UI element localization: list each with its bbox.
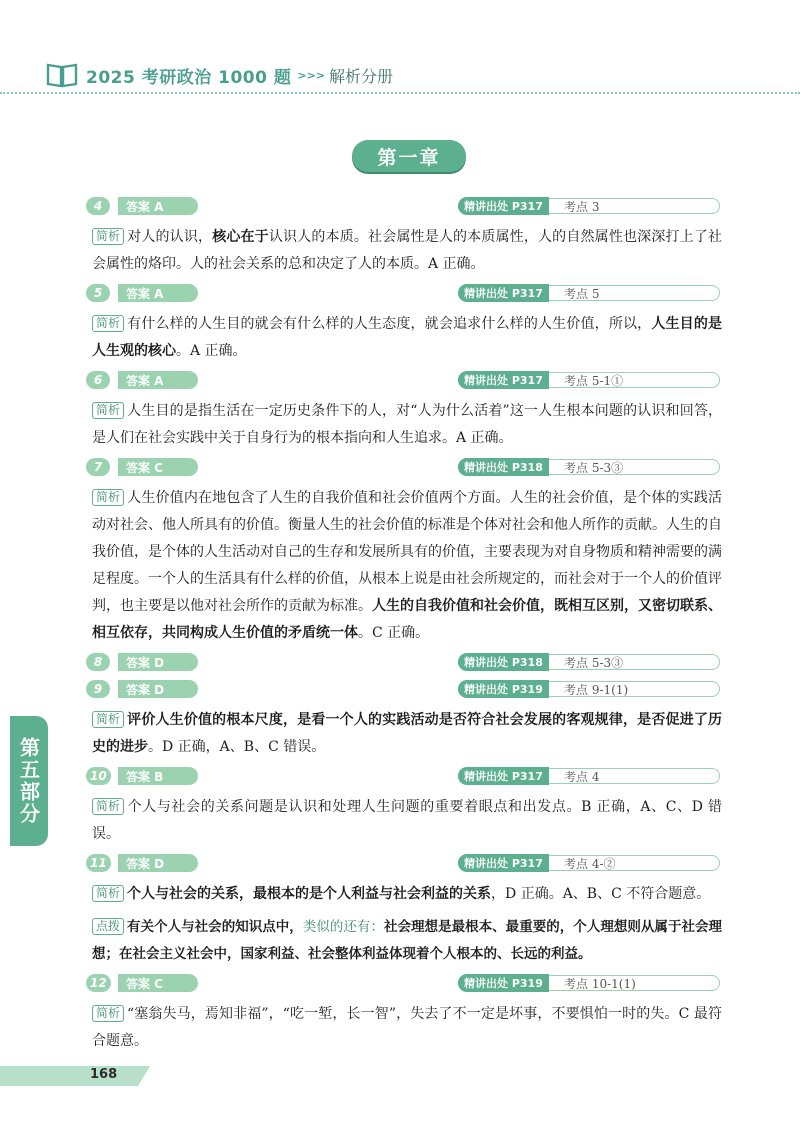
key-point-text: 个人与社会的关系，最根本的是个人利益与社会利益的关系: [127, 886, 492, 902]
answer-label: 答案 C: [118, 458, 198, 476]
source-label: 精讲出处 P317: [458, 767, 549, 785]
question-number: 9: [86, 680, 110, 698]
question-header: [92, 284, 722, 302]
analysis-text: [92, 485, 722, 647]
analysis-text: [92, 398, 722, 452]
question-header: [92, 767, 722, 785]
analysis-segment: 。A 正确。: [176, 343, 247, 359]
analysis-segment: 有什么样的人生目的就会有什么样的人生态度，就会追求什么样的人生价值，所以，: [127, 316, 652, 332]
hint-text: [92, 914, 722, 968]
key-point-text: 评价人生价值的根本尺度，是看一个人的实践活动是否符合社会发展的客观规律，是否促进了历史的进步: [92, 712, 722, 755]
question-number: 7: [86, 458, 110, 476]
analysis-text: [92, 311, 722, 365]
analysis-segment: 人生目的是指生活在一定历史条件下的人，对“人为什么活着”这一人生根本问题的认识和回答，是人们在社会实践中关于自身行为的根本指向和人生追求。A 正确。: [92, 403, 722, 446]
analysis-text: [92, 1001, 722, 1055]
question-number: 4: [86, 197, 110, 215]
source-label: 精讲出处 P317: [458, 197, 549, 215]
source-label: 精讲出处 P319: [458, 974, 549, 992]
key-point-text: 核心在于: [212, 229, 269, 245]
exam-point: 考点 5-3③: [564, 460, 624, 475]
exam-point: 考点 4: [564, 769, 600, 784]
analysis-segment: 。D 正确，A、B、C 错误。: [148, 739, 326, 755]
question-header: [92, 854, 722, 872]
part-side-tab: 第五部分: [10, 716, 48, 846]
source-label: 精讲出处 P318: [458, 653, 549, 671]
book-subtitle: 解析分册: [329, 66, 394, 86]
question-number: 11: [86, 854, 111, 872]
question-number: 5: [86, 284, 110, 302]
header-arrows: >>>: [297, 68, 326, 82]
analysis-tag: 简析: [92, 402, 124, 419]
answer-label: 答案 C: [118, 974, 198, 992]
analysis-tag: 简析: [92, 1005, 124, 1022]
analysis-text: [92, 707, 722, 761]
exam-point: 考点 5-3③: [564, 655, 624, 670]
page-number: 168: [90, 1067, 118, 1082]
answer-list: [92, 194, 722, 1061]
question-number: 8: [86, 653, 110, 671]
exam-point: 考点 4-②: [564, 856, 616, 871]
question-header: [92, 974, 722, 992]
answer-label: 答案 D: [118, 854, 198, 872]
source-label: 精讲出处 P317: [458, 371, 549, 389]
page-header: [46, 58, 393, 92]
answer-label: 答案 A: [118, 371, 198, 389]
exam-point: 考点 9-1(1): [564, 682, 629, 697]
footer-bar: [0, 1066, 150, 1086]
answer-label: 答案 A: [118, 197, 198, 215]
question-header: [92, 653, 722, 671]
analysis-text: [92, 881, 722, 908]
analysis-segment: “塞翁失马，焉知非福”，“吃一堑，长一智”，失去了不一定是坏事，不要惧怕一时的失。C 最符合题意。: [92, 1006, 722, 1049]
exam-point: 考点 5: [564, 286, 600, 301]
header-divider: [0, 92, 800, 94]
question-number: 10: [86, 767, 111, 785]
analysis-tag: 简析: [92, 315, 124, 332]
analysis-tag: 简析: [92, 798, 124, 815]
answer-label: 答案 B: [118, 767, 198, 785]
analysis-tag: 简析: [92, 885, 124, 902]
book-title: 2025 考研政治 1000 题: [86, 67, 292, 88]
analysis-segment: 对人的认识，: [127, 229, 213, 245]
source-label: 精讲出处 P319: [458, 680, 549, 698]
analysis-segment: 个人与社会的关系问题是认识和处理人生问题的重要着眼点和出发点。B 正确，A、C、D 错误。: [92, 799, 722, 842]
analysis-text: [92, 224, 722, 278]
answer-label: 答案 D: [118, 680, 198, 698]
answer-label: 答案 D: [118, 653, 198, 671]
analysis-tag: 简析: [92, 489, 124, 506]
analysis-segment: 。C 正确。: [358, 625, 430, 641]
source-label: 精讲出处 P318: [458, 458, 549, 476]
analysis-tag: 简析: [92, 228, 124, 245]
question-header: [92, 371, 722, 389]
analysis-text: [92, 794, 722, 848]
hint-segment: 类似的还有：: [302, 919, 384, 935]
source-label: 精讲出处 P317: [458, 284, 549, 302]
question-header: [92, 197, 722, 215]
exam-point: 考点 5-1①: [564, 373, 624, 388]
hint-tag: 点拨: [92, 918, 124, 935]
question-number: 12: [86, 974, 111, 992]
question-header: [92, 680, 722, 698]
key-point-text: 人生目的是人生观的核心: [92, 316, 723, 359]
analysis-tag: 简析: [92, 711, 124, 728]
analysis-segment: ，D 正确。A、B、C 不符合题意。: [491, 886, 711, 902]
hint-segment: 社会理想是最根本、最重要的，个人理想则从属于社会理想；在社会主义社会中，国家利益、社会整体利益体现着个人根本的、长远的利益。: [92, 919, 723, 962]
book-icon: [46, 62, 78, 88]
question-number: 6: [86, 371, 110, 389]
exam-point: 考点 3: [564, 199, 600, 214]
hint-segment: 有关个人与社会的知识点中，: [127, 919, 303, 935]
chapter-title: 第一章: [352, 140, 466, 172]
source-label: 精讲出处 P317: [458, 854, 549, 872]
answer-label: 答案 A: [118, 284, 198, 302]
key-point-text: 人生的自我价值和社会价值，既相互区别，又密切联系、相互依存，共同构成人生价值的矛盾统一体: [92, 598, 722, 641]
question-header: [92, 458, 722, 476]
exam-point: 考点 10-1(1): [564, 976, 636, 991]
analysis-segment: 认识人的本质。社会属性是人的本质属性，人的自然属性也深深打上了社会属性的烙印。人的社会关系的总和决定了人的本质。A 正确。: [92, 229, 723, 272]
analysis-segment: 人生价值内在地包含了人生的自我价值和社会价值两个方面。人生的社会价值，是个体的实践活动对社会、他人所具有的价值。衡量人生的社会价值的标准是个体对社会和他人所作的贡献。人生的自我价值，是个体的人生活动对自己的生存和发展所具有的价值，主要表现为对自身物质和精神需要的满足程度。一个人的生活具有什么样的价值，从根本上说是由社会所规定的，而社会对于一个人的价值评判，也主要是以他对社会所作的贡献为标准。: [92, 490, 722, 614]
